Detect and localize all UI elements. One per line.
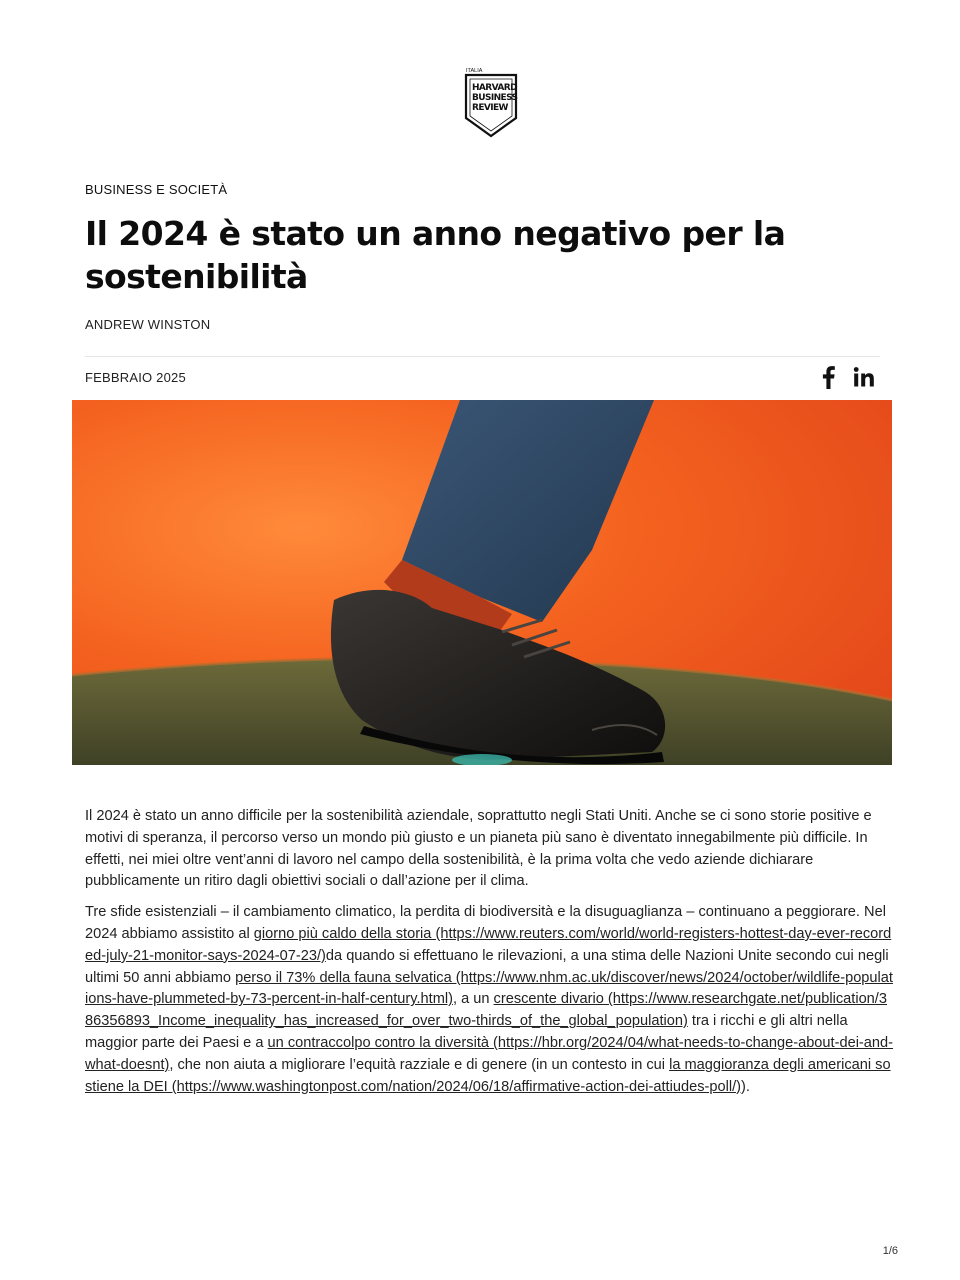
p2-text-2: da quando si effettuano le rilevazioni, a una stima delle Nazioni Unite secondo cui negli ultimi 50 anni abbiamo xyxy=(85,947,889,986)
p2-text-1: Tre sfide esistenziali – il cambiamento climatico, la perdita di biodiversità e la disuguaglianza – continuano a peggiorare. Nel 2024 abbiamo assistito al xyxy=(85,904,886,942)
author-name[interactable]: ANDREW WINSTON xyxy=(85,317,211,332)
paragraph-1: Il 2024 è stato un anno difficile per la sostenibilità aziendale, soprattutto negli Stati Uniti. Anche se ci sono storie positive e motivi di speranza, il percorso verso un mondo più giusto e un pianeta più sano è diventato innegabilmente più difficile. In effetti, nei miei oltre vent’anni di lavoro nel campo della sostenibilità, è la prima volta che vedo aziende dichiarare pubblicamente un ritiro dagli obiettivi sociali o dall’azione per il clima. xyxy=(85,808,872,890)
link-wildlife[interactable]: perso il 73% della fauna selvatica (https://www.nhm.ac.uk/discover/news/2024/october/wildlife-populations-have-plummeted-by-73-percent-in-half-century.html) xyxy=(85,969,893,1008)
article-body xyxy=(85,806,895,1107)
logo-line2: BUSINESS xyxy=(472,93,518,103)
page-number: 1/6 xyxy=(882,1245,898,1257)
hbr-shield-icon xyxy=(462,66,520,138)
facebook-share-button[interactable] xyxy=(816,364,840,390)
facebook-icon xyxy=(816,364,840,390)
logo-line1: HARVARD xyxy=(472,83,517,93)
section-label[interactable]: BUSINESS E SOCIETÀ xyxy=(85,182,228,197)
paragraph-2 xyxy=(85,902,895,1098)
link-diversity[interactable]: un contraccolpo contro la diversità (https://hbr.org/2024/04/what-needs-to-change-about-dei-and-what-doesnt) xyxy=(85,1034,894,1073)
article-title: Il 2024 è stato un anno negativo per la sostenibilità xyxy=(85,214,786,296)
link-hottest-day[interactable]: giorno più caldo della storia (https://www.reuters.com/world/world-registers-hottest-day-ever-recorded-july-21-monitor-says-2024-07-23/) xyxy=(85,925,892,964)
linkedin-icon xyxy=(852,364,876,390)
link-dei-poll[interactable]: la maggioranza degli americani sostiene la DEI (https://www.washingtonpost.com/nation/2024/06/18/affirmative-action-dei-attiudes-poll/) xyxy=(85,1056,891,1095)
link-inequality[interactable]: crescente divario (https://www.researchgate.net/publication/386356893_Income_inequality_has_increased_for_over_two-thirds_of_the_global_population) xyxy=(85,991,887,1030)
p2-text-6: ). xyxy=(740,1078,750,1095)
shoe-stepping-icon xyxy=(72,400,892,765)
logo-country: ITALIA xyxy=(466,68,483,74)
p2-text-3: , a un xyxy=(452,991,494,1008)
hbr-logo[interactable] xyxy=(462,66,520,138)
share-buttons xyxy=(816,364,876,390)
linkedin-share-button[interactable] xyxy=(852,364,876,390)
logo-line3: REVIEW xyxy=(472,103,508,113)
p2-text-4: tra i ricchi e gli altri nella maggior parte dei Paesi e a xyxy=(85,1013,848,1051)
publish-date: FEBBRAIO 2025 xyxy=(85,370,186,385)
divider xyxy=(85,356,880,357)
p2-text-5: , che non aiuta a migliorare l’equità razziale e di genere (in un contesto in cui xyxy=(169,1056,670,1073)
hero-image xyxy=(72,400,892,765)
